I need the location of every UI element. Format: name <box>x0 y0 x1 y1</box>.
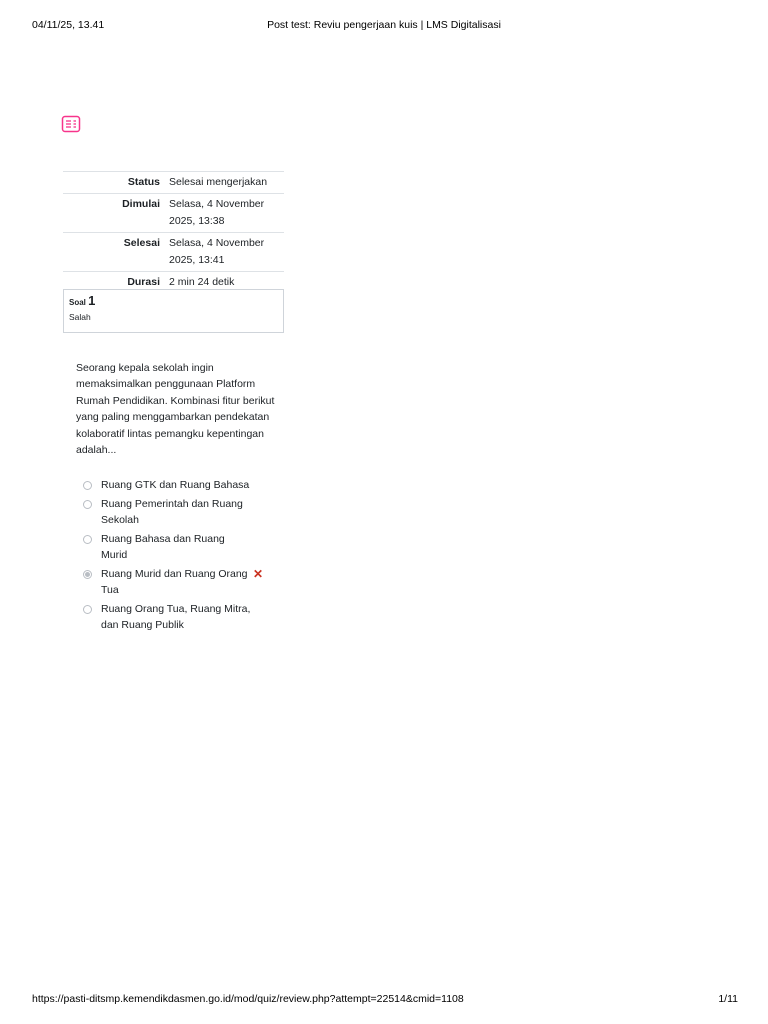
radio-button[interactable] <box>83 481 92 490</box>
answer-option-2[interactable] <box>82 496 282 528</box>
radio-button-selected[interactable] <box>83 570 92 579</box>
summary-value: Selasa, 4 November 2025, 13:38 <box>169 198 265 227</box>
quiz-icon <box>61 115 81 133</box>
print-datetime: 04/11/25, 13.41 <box>32 19 105 31</box>
print-header <box>0 19 768 33</box>
summary-row-status <box>63 172 284 194</box>
answer-option-label: Ruang Bahasa dan Ruang Murid <box>101 533 225 561</box>
summary-label: Durasi <box>127 276 160 288</box>
print-footer <box>0 993 768 1007</box>
radio-button[interactable] <box>83 605 92 614</box>
question-number-prefix: Soal <box>69 298 86 307</box>
answer-option-label: Ruang Murid dan Ruang Orang Tua <box>101 568 248 596</box>
question-text: Seorang kepala sekolah ingin memaksimalkan penggunaan Platform Rumah Pendidikan. Kombinasi fitur berikut yang paling menggambarkan pendekatan kolaboratif lintas pemangku kepentingan adalah... <box>76 362 275 457</box>
answer-option-5[interactable] <box>82 601 282 633</box>
answer-options <box>82 477 282 636</box>
summary-label: Selesai <box>123 237 160 249</box>
summary-value: 2 min 24 detik <box>169 276 235 288</box>
print-page-number: 1/11 <box>718 993 738 1005</box>
answer-option-1[interactable] <box>82 477 282 493</box>
summary-value: Selasa, 4 November 2025, 13:41 <box>169 237 265 266</box>
question-info-box <box>63 289 284 333</box>
question-number-value: 1 <box>88 293 96 308</box>
summary-value: Selesai mengerjakan <box>169 176 268 188</box>
summary-label: Dimulai <box>122 198 160 210</box>
answer-option-label: Ruang GTK dan Ruang Bahasa <box>101 479 250 491</box>
radio-button[interactable] <box>83 500 92 509</box>
question-state: Salah <box>69 312 91 322</box>
summary-row-started <box>63 194 284 233</box>
answer-option-3[interactable] <box>82 531 282 563</box>
summary-row-finished <box>63 233 284 272</box>
answer-option-label: Ruang Orang Tua, Ruang Mitra, dan Ruang Publik <box>101 603 251 631</box>
radio-button[interactable] <box>83 535 92 544</box>
summary-label: Status <box>127 176 160 188</box>
incorrect-icon: ✕ <box>253 567 264 581</box>
question-number <box>69 294 278 310</box>
print-page-title: Post test: Reviu pengerjaan kuis | LMS Digitalisasi <box>267 19 501 31</box>
answer-option-4[interactable] <box>82 566 282 598</box>
attempt-summary-table <box>63 171 284 294</box>
print-page-url: https://pasti-ditsmp.kemendikdasmen.go.id/mod/quiz/review.php?attempt=22514&cmid=1108 <box>32 993 464 1005</box>
answer-option-label: Ruang Pemerintah dan Ruang Sekolah <box>101 498 243 526</box>
